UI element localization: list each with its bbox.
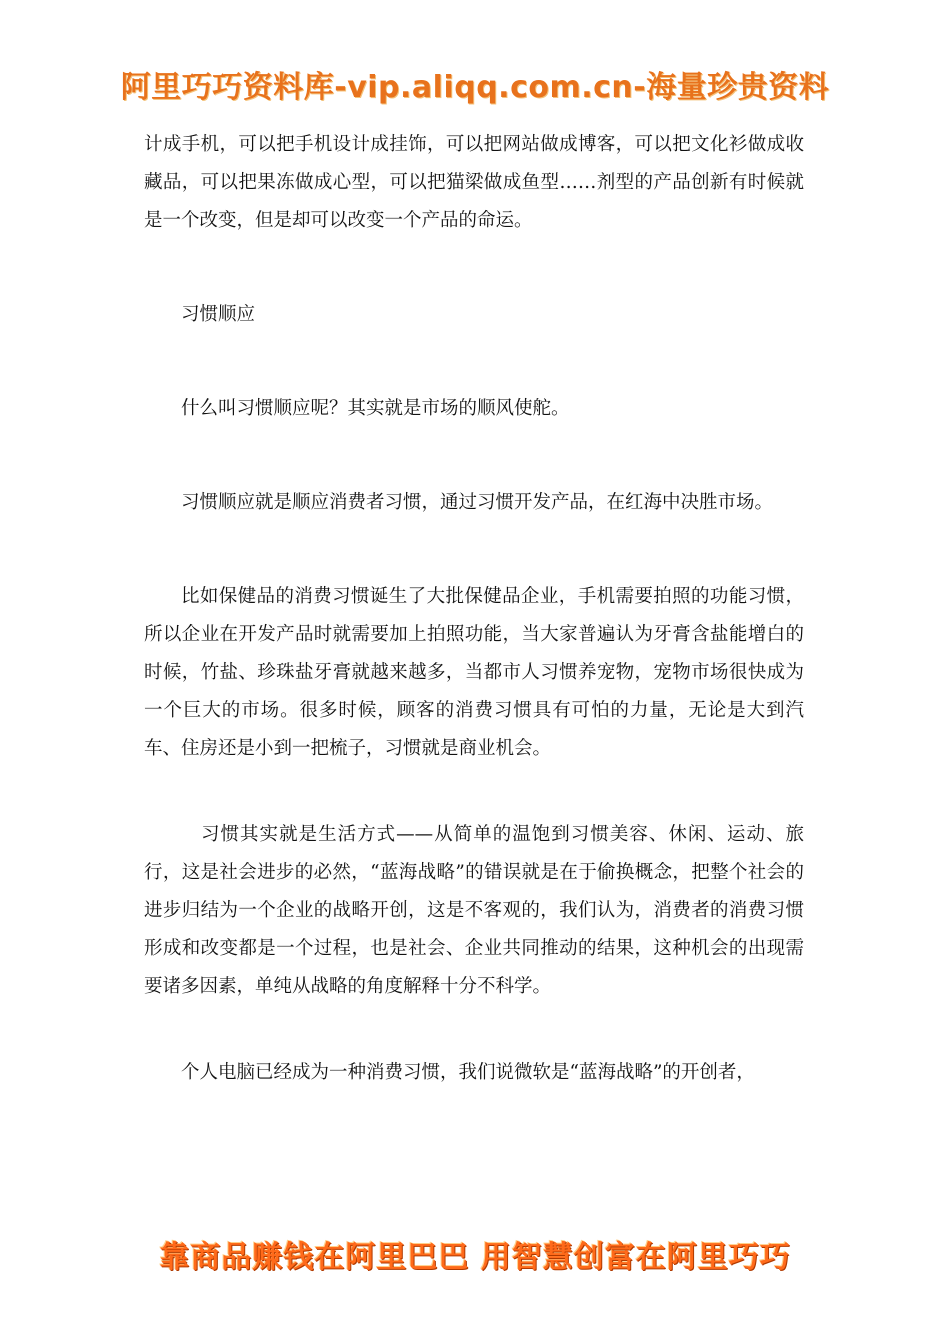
paragraph-pc: 个人电脑已经成为一种消费习惯，我们说微软是“蓝海战略”的开创者， (181, 1062, 755, 1083)
paragraph-definition: 习惯顺应就是顺应消费者习惯，通过习惯开发产品，在红海中决胜市场。 (181, 492, 774, 513)
footer-banner: 靠商品赚钱在阿里巴巴 用智慧创富在阿里巧巧 (159, 1240, 791, 1275)
document-body (144, 126, 804, 1092)
paragraph-continuation: 计成手机，可以把手机设计成挂饰，可以把网站做成博客，可以把文化衫做成收藏品，可以把果冻做成心型，可以把猫梁做成鱼型……剂型的产品创新有时候就是一个改变，但是却可以改变一个产品的命运。 (144, 134, 804, 231)
paragraph-examples: 比如保健品的消费习惯诞生了大批保健品企业，手机需要拍照的功能习惯，所以企业在开发产品时就需要加上拍照功能，当大家普遍认为牙膏含盐能增白的时候，竹盐、珍珠盐牙膏就越来越多，当都市人习惯养宠物，宠物市场很快成为一个巨大的市场。很多时候，顾客的消费习惯具有可怕的力量，无论是大到汽车、住房还是小到一把梳子，习惯就是商业机会。 (144, 586, 804, 759)
paragraph-lifestyle: 习惯其实就是生活方式——从简单的温饱到习惯美容、休闲、运动、旅行，这是社会进步的必然，“蓝海战略”的错误就是在于偷换概念，把整个社会的进步归结为一个企业的战略开创，这是不客观的，我们认为，消费者的消费习惯形成和改变都是一个过程，也是社会、企业共同推动的结果，这种机会的出现需要诸多因素，单纯从战略的角度解释十分不科学。 (144, 824, 804, 997)
header-banner: 阿里巧巧资料库-vip.aliqq.com.cn-海量珍贵资料 (120, 70, 830, 105)
section-heading: 习惯顺应 (181, 304, 256, 325)
paragraph-question: 什么叫习惯顺应呢？其实就是市场的顺风使舵。 (181, 398, 570, 419)
